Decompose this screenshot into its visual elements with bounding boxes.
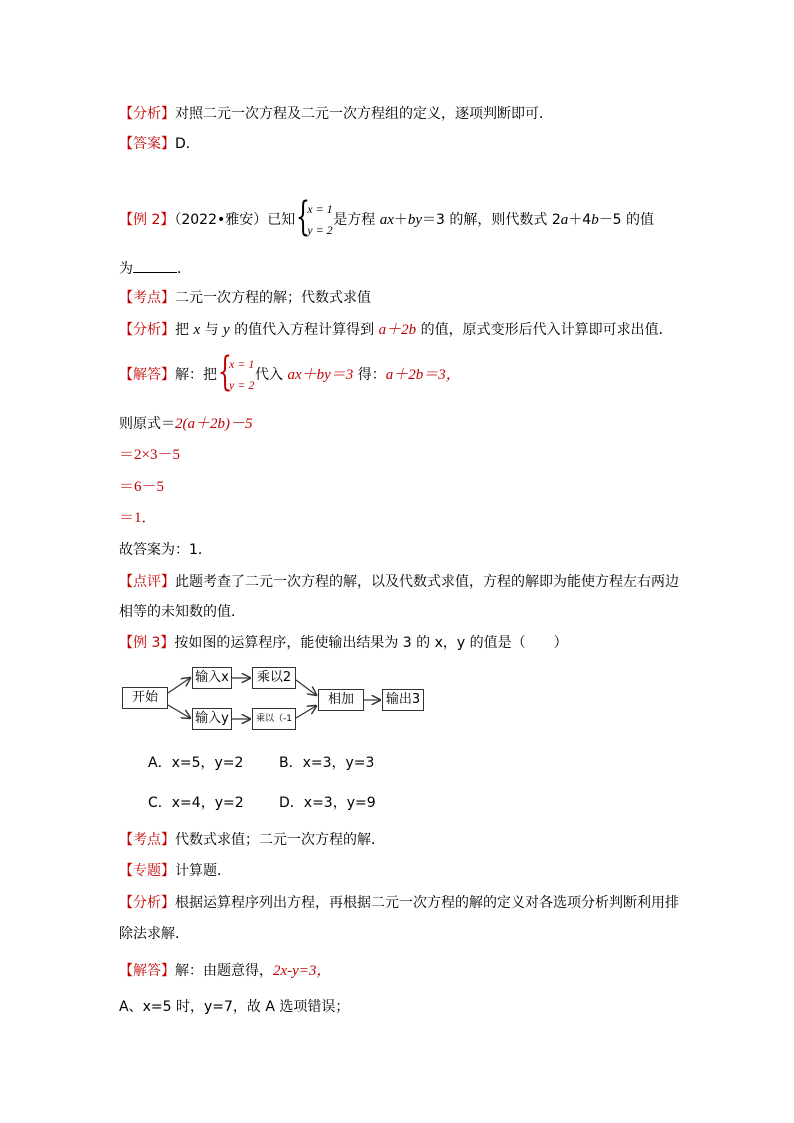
knowledge-point-1: 【考点】二元一次方程的解；代数式求值 <box>119 290 371 306</box>
comment-line-1: 【点评】此题考查了二元一次方程的解，以及代数式求值，方程的解即为能使方程左右两边 <box>119 574 679 590</box>
analysis-3-line-1: 【分析】根据运算程序列出方程，再根据二元一次方程的解的定义对各选项分析判断利用排 <box>119 895 679 911</box>
topic: 【专题】计算题． <box>119 863 231 879</box>
example-2-question-cont: 为 ． <box>119 258 191 279</box>
flow-multiply-neg1: 乘以（-1 <box>252 708 296 730</box>
equation-system-2: { x = 1 y = 2 <box>218 349 255 395</box>
calc-line-1: 则原式＝2(a＋2b)－5 <box>119 416 253 432</box>
calc-line-3: ＝6－5 <box>119 479 165 495</box>
analysis-line-1: 【分析】对照二元一次方程及二元一次方程组的定义，逐项判断即可． <box>119 106 553 122</box>
flow-input-y: 输入y <box>192 708 232 730</box>
flow-add: 相加 <box>318 689 364 711</box>
answer-line-1: 【答案】D． <box>119 136 200 152</box>
flow-input-x: 输入x <box>192 667 232 689</box>
calc-line-4: ＝1． <box>119 510 157 526</box>
solution-2: 【解答】解：把 { x = 1 y = 2 代入 ax＋by＝3 得：a＋2b＝3， <box>119 349 461 395</box>
example-3-question: 【例 3】按如图的运算程序，能使输出结果为 3 的 x，y 的值是（ ） <box>119 635 568 651</box>
option-a: A．x=5，y=2 <box>148 755 244 771</box>
analysis-3-line-2: 除法求解． <box>119 926 189 942</box>
comment-line-2: 相等的未知数的值． <box>119 604 245 620</box>
calc-line-2: ＝2×3－5 <box>119 447 180 463</box>
knowledge-point-2: 【考点】代数式求值；二元一次方程的解． <box>119 832 385 848</box>
example-2-question: 【例 2】（2022•雅安）已知 { x = 1 y = 2 是方程 ax＋by＝3 的解，则代数式 2a＋4b－5 的值 <box>119 194 655 240</box>
flow-multiply-2: 乘以2 <box>252 667 296 689</box>
flow-start: 开始 <box>122 687 168 709</box>
option-c: C．x=4，y=2 <box>148 795 244 811</box>
solution-3: 【解答】解：由题意得，2x-y=3， <box>119 963 332 979</box>
option-b: B．x=3，y=3 <box>279 755 375 771</box>
analysis-2: 【分析】把 x 与 y 的值代入方程计算得到 a＋2b 的值，原式变形后代入计算即可求出值． <box>119 322 673 338</box>
equation-system: { x = 1 y = 2 <box>296 194 333 240</box>
flow-output: 输出3 <box>382 689 424 711</box>
option-d: D．x=3，y=9 <box>279 795 376 811</box>
solution-3-option-a: A、x=5 时，y=7，故 A 选项错误； <box>119 999 350 1015</box>
final-answer: 故答案为：1． <box>119 542 212 558</box>
